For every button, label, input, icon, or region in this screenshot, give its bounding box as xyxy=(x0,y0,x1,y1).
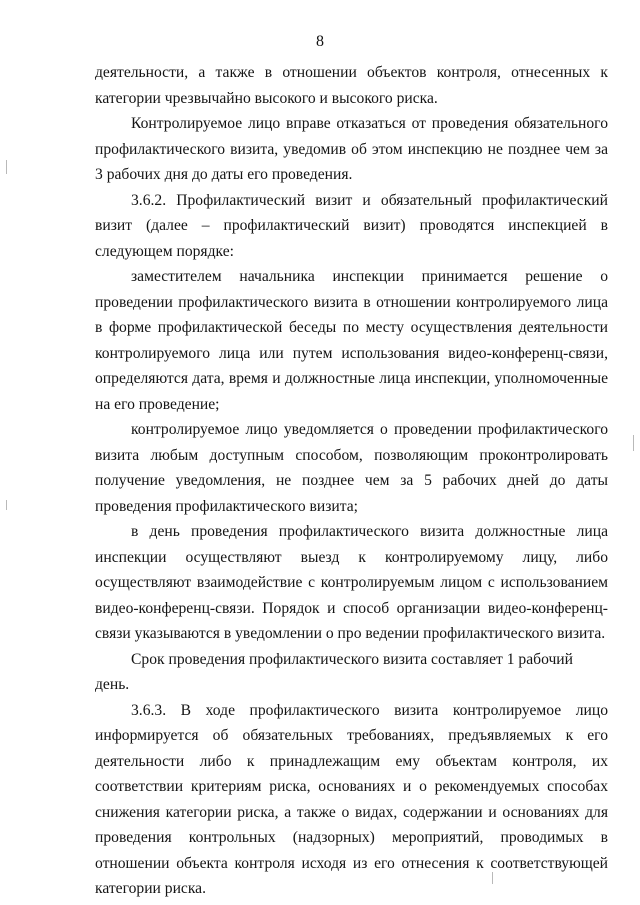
page-number: 8 xyxy=(316,33,324,50)
scan-mark-bottom xyxy=(492,872,493,884)
document-body xyxy=(95,60,608,902)
scan-mark-left xyxy=(6,500,7,510)
scan-mark-left xyxy=(6,160,7,174)
paragraph-3-6-3: 3.6.3. В ходе профилактического визита контролируемое лицо информируется об обязательных требованиях, предъявляемых к его деятельности либо к принадлежащим ему объектам контроля, их соответствии критериям риска, основаниях и о рекомендуемых способах снижения категории риска, а также о видах, содержании и основаниях для проведения контрольных (надзорных) мероприятий, проводимых в отношении объекта контроля исходя из его отнесения к соответствующей категории риска. xyxy=(95,701,608,897)
paragraph-3-6-2: 3.6.2. Профилактический визит и обязательный профилактический визит (далее – профилактический визит) проводятся инспекцией в следующем порядке: xyxy=(95,191,608,260)
paragraph-visit-day: в день проведения профилактического визита должностные лица инспекции осуществляют выезд к контролируемому лицу, либо осуществляют взаимодействие с контролируемым лицом с использованием видео-конференц-связи. Порядок и способ организации видео-конференц-связи указываются в уведомлении о про ведении профилактического визита. xyxy=(95,523,608,642)
paragraph-notification: контролируемое лицо уведомляется о проведении профилактического визита любым доступным способом, позволяющим проконтролировать получение уведомления, не позднее чем за 5 рабочих дней до даты проведения профилактического визита; xyxy=(95,421,608,515)
paragraph-duration: Срок проведения профилактического визита составляет 1 рабочий день. xyxy=(95,650,574,693)
paragraph-refusal: Контролируемое лицо вправе отказаться от проведения обязательного профилактического визита, уведомив об этом инспекцию не позднее чем за 3 рабочих дня до даты его проведения. xyxy=(95,115,608,183)
scan-mark-right xyxy=(633,435,634,451)
paragraph-continuation: деятельности, а также в отношении объектов контроля, отнесенных к категории чрезвычайно высокого и высокого риска. xyxy=(95,64,608,107)
paragraph-decision: заместителем начальника инспекции принимается решение о проведении профилактического визита в отношении контролируемого лица в форме профилактической беседы по месту осуществления деятельности контролируемого лица или путем использования видео-конференц-связи, определяются дата, время и должностные лица инспекции, уполномоченные на его проведение; xyxy=(95,268,608,413)
